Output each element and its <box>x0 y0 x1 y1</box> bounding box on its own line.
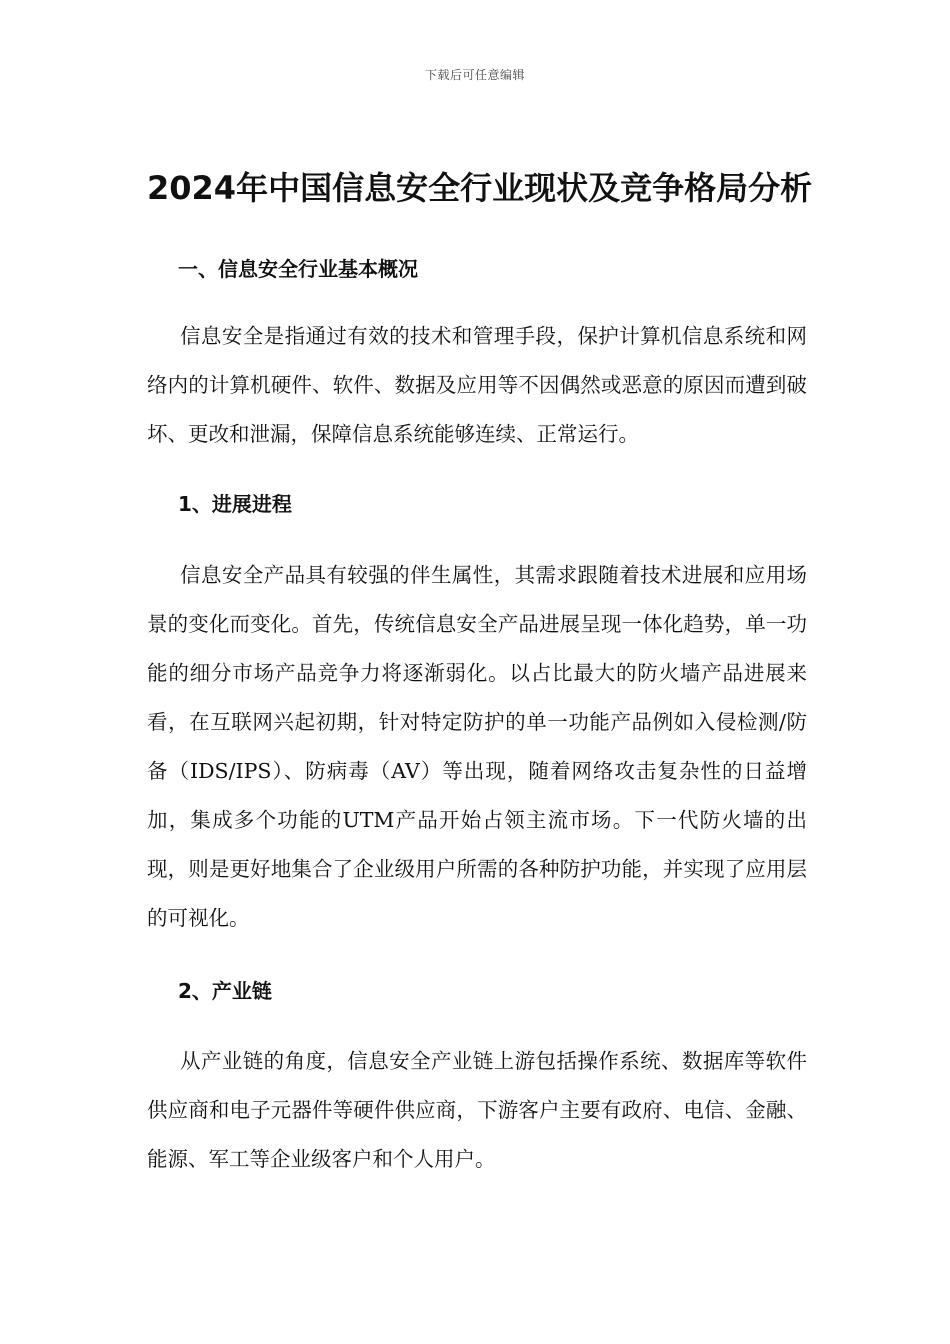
paragraph-industry-chain: 从产业链的角度，信息安全产业链上游包括操作系统、数据库等软件供应商和电子元器件等硬件供应商，下游客户主要有政府、电信、金融、能源、军工等企业级客户和个人用户。 <box>147 1049 807 1171</box>
paragraph-overview: 信息安全是指通过有效的技术和管理手段，保护计算机信息系统和网络内的计算机硬件、软件、数据及应用等不因偶然或恶意的原因而遭到破坏、更改和泄漏，保障信息系统能够连续、正常运行。 <box>147 324 807 446</box>
paragraph-progress: 信息安全产品具有较强的伴生属性，其需求跟随着技术进展和应用场景的变化而变化。首先，传统信息安全产品进展呈现一体化趋势，单一功能的细分市场产品竞争力将逐渐弱化。以占比最大的防火墙产品进展来看，在互联网兴起初期，针对特定防护的单一功能产品例如入侵检测/防备（IDS/IPS）、防病毒（AV）等出现，随着网络攻击复杂性的日益增加，集成多个功能的UTM产品开始占领主流市场。下一代防火墙的出现，则是更好地集合了企业级用户所需的各种防护功能，并实现了应用层的可视化。 <box>147 563 807 930</box>
section-heading-progress: 1、进展进程 <box>178 492 292 516</box>
document-title: 2024年中国信息安全行业现状及竞争格局分析 <box>147 169 813 207</box>
section-heading-industry-chain: 2、产业链 <box>178 979 272 1003</box>
section-heading-overview: 一、信息安全行业基本概况 <box>178 257 418 281</box>
header-note: 下载后可任意编辑 <box>424 68 525 82</box>
